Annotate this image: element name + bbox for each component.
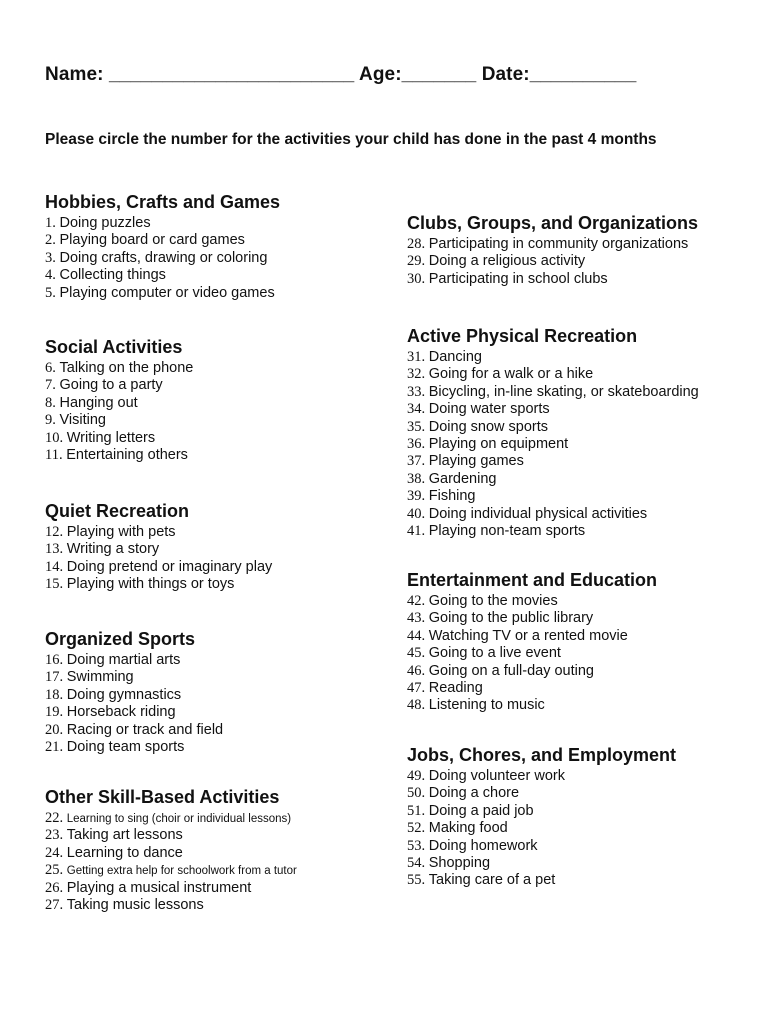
activity-item[interactable] (45, 687, 223, 704)
activity-number[interactable]: 39. (407, 488, 426, 505)
activity-label: Shopping (428, 854, 491, 871)
activity-number[interactable]: 54. (407, 854, 426, 871)
activity-item[interactable] (45, 810, 297, 827)
activity-label: Gardening (428, 470, 497, 487)
activity-label: Playing a musical instrument (66, 879, 252, 896)
activity-number[interactable]: 18. (45, 686, 64, 703)
activity-number[interactable]: 19. (45, 704, 64, 721)
activity-item[interactable] (45, 412, 193, 429)
activity-number[interactable]: 1. (45, 215, 56, 231)
date-field[interactable]: __________ (529, 64, 637, 85)
section-entertainment-education (407, 569, 657, 715)
activity-number[interactable]: 20. (45, 721, 64, 738)
activity-list (407, 768, 676, 890)
activity-number[interactable]: 21. (45, 738, 64, 755)
activity-item[interactable] (407, 610, 657, 627)
header-line (45, 64, 636, 86)
activity-label: Doing homework (428, 837, 538, 854)
section-title: Active Physical Recreation (407, 326, 638, 346)
activity-number[interactable]: 26. (45, 879, 64, 896)
activity-item[interactable] (407, 838, 676, 855)
activity-item[interactable] (45, 722, 223, 739)
activity-label: Doing team sports (66, 738, 185, 755)
activity-label: Doing martial arts (66, 652, 181, 668)
activity-label: Dancing (428, 349, 482, 365)
activity-item[interactable] (45, 395, 193, 412)
activity-label: Going to a party (59, 377, 163, 394)
activity-label: Talking on the phone (59, 360, 194, 376)
activity-number[interactable]: 35. (407, 418, 426, 435)
activity-label: Fishing (428, 488, 476, 505)
activity-number[interactable]: 46. (407, 662, 426, 679)
activity-number[interactable]: 4. (45, 267, 56, 284)
activity-item[interactable] (45, 267, 280, 284)
activity-item[interactable] (407, 663, 657, 680)
activity-item[interactable] (407, 523, 699, 540)
activity-number[interactable]: 44. (407, 627, 426, 644)
activity-list (407, 236, 698, 288)
activity-label: Writing letters (66, 429, 156, 446)
activity-number[interactable]: 41. (407, 522, 426, 539)
activity-item[interactable] (407, 436, 699, 453)
activity-list (45, 524, 272, 594)
activity-label: Taking art lessons (66, 827, 183, 844)
activity-label: Learning to sing (choir or individual lessons) (66, 813, 292, 825)
age-field[interactable]: _______ (401, 64, 477, 85)
section-title: Entertainment and Education (407, 570, 658, 590)
activity-item[interactable] (45, 215, 280, 232)
activity-label: Playing with pets (66, 524, 176, 540)
section-title: Social Activities (45, 337, 183, 357)
activity-label: Playing board or card games (59, 232, 245, 249)
activity-label: Collecting things (59, 267, 166, 284)
activity-label: Doing pretend or imaginary play (66, 558, 273, 575)
activity-item[interactable] (45, 862, 297, 879)
section-jobs-chores-employment (407, 744, 676, 890)
activity-label: Making food (428, 820, 508, 837)
activity-list (45, 215, 280, 302)
activity-item[interactable] (407, 803, 676, 820)
activity-number[interactable]: 40. (407, 505, 426, 522)
activity-label: Doing snow sports (428, 418, 549, 435)
activity-number[interactable]: 31. (407, 349, 426, 365)
activity-number[interactable]: 33. (407, 383, 426, 400)
section-active-physical-recreation (407, 325, 699, 540)
activity-item[interactable] (45, 576, 272, 593)
activity-label: Doing a paid job (428, 802, 534, 819)
activity-item[interactable] (407, 785, 676, 802)
activity-label: Writing a story (66, 541, 160, 558)
activity-item[interactable] (407, 645, 657, 662)
activity-number[interactable]: 17. (45, 669, 64, 686)
activity-item[interactable] (407, 349, 699, 366)
date-label: Date: (481, 64, 530, 85)
activity-number[interactable]: 53. (407, 837, 426, 854)
activity-item[interactable] (45, 559, 272, 576)
section-title: Other Skill-Based Activities (45, 787, 280, 807)
activity-label: Playing games (428, 453, 524, 470)
activity-item[interactable] (45, 360, 193, 377)
activity-item[interactable] (45, 652, 223, 669)
activity-item[interactable] (407, 488, 699, 505)
activity-label: Going to the movies (428, 593, 558, 609)
activity-item[interactable] (407, 453, 699, 470)
activity-label: Reading (428, 679, 483, 696)
section-social-activities (45, 336, 193, 464)
activity-item[interactable] (45, 285, 280, 302)
activity-number[interactable]: 9. (45, 412, 56, 429)
activity-label: Doing gymnastics (66, 686, 182, 703)
section-hobbies-crafts-games (45, 191, 280, 302)
activity-number[interactable]: 16. (45, 652, 64, 668)
activity-item[interactable] (407, 506, 699, 523)
activity-number[interactable]: 29. (407, 253, 426, 270)
section-title: Quiet Recreation (45, 501, 190, 521)
activity-item[interactable] (407, 236, 698, 253)
activity-number[interactable]: 34. (407, 401, 426, 418)
section-clubs-groups (407, 212, 698, 288)
activity-item[interactable] (407, 593, 657, 610)
activity-number[interactable]: 5. (45, 284, 56, 301)
activity-label: Horseback riding (66, 704, 176, 721)
section-title: Hobbies, Crafts and Games (45, 192, 281, 212)
activity-list (45, 360, 193, 464)
activity-number[interactable]: 47. (407, 679, 426, 696)
activity-label: Participating in school clubs (428, 270, 608, 287)
activity-label: Bicycling, in-line skating, or skateboarding (428, 383, 699, 400)
activity-label: Visiting (59, 412, 106, 429)
activity-number[interactable]: 22. (45, 810, 64, 826)
activity-item[interactable] (407, 820, 676, 837)
activity-item[interactable] (45, 880, 297, 897)
activity-item[interactable] (45, 739, 223, 756)
activity-item[interactable] (407, 628, 657, 645)
activity-number[interactable]: 24. (45, 844, 64, 861)
section-other-skill-based (45, 786, 297, 914)
activity-number[interactable]: 32. (407, 366, 426, 383)
name-field[interactable]: _______________________ (108, 64, 355, 85)
activity-label: Racing or track and field (66, 721, 224, 738)
activity-item[interactable] (45, 897, 297, 914)
activity-label: Going for a walk or a hike (428, 366, 594, 383)
activity-list (407, 593, 657, 715)
activity-label: Doing a religious activity (428, 253, 586, 270)
activity-number[interactable]: 42. (407, 593, 426, 609)
activity-number[interactable]: 45. (407, 645, 426, 662)
activity-item[interactable] (407, 271, 698, 288)
activity-list (407, 349, 699, 540)
activity-item[interactable] (45, 447, 193, 464)
activity-number[interactable]: 25. (45, 862, 64, 879)
activity-label: Doing crafts, drawing or coloring (59, 249, 268, 266)
activity-label: Going on a full-day outing (428, 662, 594, 679)
activity-item[interactable] (407, 419, 699, 436)
activity-label: Listening to music (428, 697, 545, 714)
activity-number[interactable]: 12. (45, 524, 64, 540)
activity-item[interactable] (45, 250, 280, 267)
activity-label: Watching TV or a rented movie (428, 627, 628, 644)
activity-item[interactable] (407, 253, 698, 270)
activity-label: Participating in community organizations (428, 236, 689, 252)
activity-label: Going to a live event (428, 645, 561, 662)
activity-number[interactable]: 13. (45, 541, 64, 558)
activity-item[interactable] (407, 384, 699, 401)
activity-number[interactable]: 50. (407, 785, 426, 802)
activity-item[interactable] (45, 430, 193, 447)
activity-number[interactable]: 36. (407, 435, 426, 452)
activity-label: Swimming (66, 669, 134, 686)
activity-item[interactable] (407, 366, 699, 383)
activity-number[interactable]: 6. (45, 360, 56, 376)
activity-label: Getting extra help for schoolwork from a tutor (66, 865, 297, 878)
activity-label: Doing volunteer work (428, 768, 565, 784)
activity-label: Taking music lessons (66, 896, 204, 913)
activity-number[interactable]: 52. (407, 820, 426, 837)
activity-item[interactable] (407, 697, 657, 714)
activity-number[interactable]: 23. (45, 827, 64, 844)
activity-item[interactable] (45, 704, 223, 721)
activity-number[interactable]: 7. (45, 377, 56, 394)
activity-item[interactable] (407, 680, 657, 697)
activity-number[interactable]: 30. (407, 270, 426, 287)
activity-item[interactable] (45, 827, 297, 844)
activity-number[interactable]: 49. (407, 768, 426, 784)
activity-label: Playing computer or video games (59, 284, 275, 301)
activity-label: Doing a chore (428, 785, 520, 802)
name-label: Name: (45, 64, 104, 85)
activity-list (45, 652, 223, 756)
activity-label: Playing with things or toys (66, 576, 235, 593)
activity-number[interactable]: 38. (407, 470, 426, 487)
activity-number[interactable]: 43. (407, 610, 426, 627)
activity-number[interactable]: 28. (407, 236, 426, 252)
activity-label: Doing water sports (428, 401, 550, 418)
activity-number[interactable]: 48. (407, 697, 426, 714)
activity-number[interactable]: 55. (407, 872, 426, 889)
section-title: Jobs, Chores, and Employment (407, 745, 677, 765)
activity-item[interactable] (45, 524, 272, 541)
activity-item[interactable] (407, 872, 676, 889)
activity-item[interactable] (45, 377, 193, 394)
section-organized-sports (45, 628, 223, 756)
activity-list (45, 810, 297, 914)
section-title: Organized Sports (45, 629, 196, 649)
activity-label: Playing non-team sports (428, 522, 586, 539)
section-quiet-recreation (45, 500, 272, 594)
activity-item[interactable] (407, 471, 699, 488)
activity-number[interactable]: 51. (407, 802, 426, 819)
activity-number[interactable]: 14. (45, 558, 64, 575)
activity-label: Taking care of a pet (428, 872, 556, 889)
activity-number[interactable]: 27. (45, 896, 64, 913)
activity-label: Doing puzzles (59, 215, 151, 231)
activity-label: Playing on equipment (428, 435, 569, 452)
activity-number[interactable]: 37. (407, 453, 426, 470)
activity-label: Learning to dance (66, 844, 183, 861)
activity-item[interactable] (407, 768, 676, 785)
activity-item[interactable] (45, 669, 223, 686)
instructions: Please circle the number for the activities your child has done in the past 4 months (45, 131, 657, 148)
activity-item[interactable] (45, 541, 272, 558)
section-title: Clubs, Groups, and Organizations (407, 213, 699, 233)
activity-item[interactable] (407, 401, 699, 418)
activity-item[interactable] (407, 855, 676, 872)
activity-number[interactable]: 2. (45, 232, 56, 249)
activity-number[interactable]: 8. (45, 394, 56, 411)
activity-number[interactable]: 3. (45, 249, 56, 266)
activity-number[interactable]: 11. (45, 446, 63, 463)
activity-label: Going to the public library (428, 610, 594, 627)
activity-label: Doing individual physical activities (428, 505, 648, 522)
activity-label: Hanging out (59, 394, 138, 411)
activity-number[interactable]: 10. (45, 429, 64, 446)
activity-number[interactable]: 15. (45, 576, 64, 593)
activity-item[interactable] (45, 232, 280, 249)
age-label: Age: (359, 64, 402, 85)
activity-item[interactable] (45, 845, 297, 862)
activity-label: Entertaining others (66, 446, 188, 463)
